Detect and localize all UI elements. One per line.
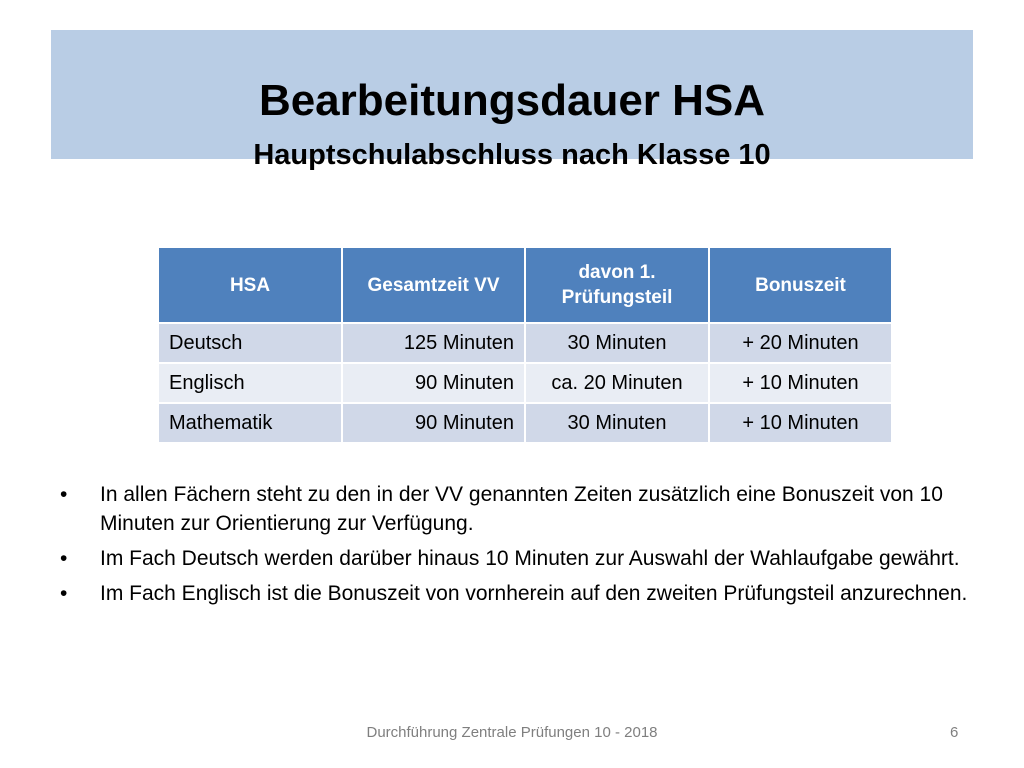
column-header-hsa: HSA	[158, 247, 342, 323]
footer-text: Durchführung Zentrale Prüfungen 10 - 2018	[366, 724, 658, 741]
column-header-gesamtzeit: Gesamtzeit VV	[342, 247, 525, 323]
bonus-time-cell: + 10 Minuten	[709, 363, 892, 403]
column-header-pruefungsteil: davon 1. Prüfungsteil	[525, 247, 709, 323]
bullet-text: In allen Fächern steht zu den in der VV genannten Zeiten zusätzlich eine Bonuszeit von 10 Minuten zur Orientierung zur Verfügung.	[100, 483, 943, 535]
table-row	[158, 363, 892, 403]
first-part-cell: ca. 20 Minuten	[525, 363, 709, 403]
subject-cell: Englisch	[158, 363, 342, 403]
table-row	[158, 403, 892, 443]
page-number: 6	[950, 724, 959, 741]
total-time-cell: 90 Minuten	[342, 363, 525, 403]
table-row	[158, 323, 892, 363]
subject-cell: Mathematik	[158, 403, 342, 443]
bullet-list	[60, 480, 970, 614]
bullet-item	[60, 480, 970, 538]
bullet-dot-icon: •	[60, 483, 68, 506]
slide-subtitle: Hauptschulabschluss nach Klasse 10	[253, 139, 771, 171]
slide-title: Bearbeitungsdauer HSA	[258, 76, 766, 125]
total-time-cell: 90 Minuten	[342, 403, 525, 443]
bonus-time-cell: + 20 Minuten	[709, 323, 892, 363]
subject-cell: Deutsch	[158, 323, 342, 363]
bonus-time-cell: + 10 Minuten	[709, 403, 892, 443]
bullet-text: Im Fach Englisch ist die Bonuszeit von vornherein auf den zweiten Prüfungsteil anzurechnen.	[100, 582, 968, 605]
bullet-text: Im Fach Deutsch werden darüber hinaus 10 Minuten zur Auswahl der Wahlaufgabe gewährt.	[100, 547, 960, 570]
bullet-dot-icon: •	[60, 547, 68, 570]
bullet-item	[60, 579, 970, 608]
total-time-cell: 125 Minuten	[342, 323, 525, 363]
title-banner	[51, 30, 973, 171]
column-header-bonuszeit: Bonuszeit	[709, 247, 892, 323]
duration-table-container	[157, 246, 891, 444]
first-part-cell: 30 Minuten	[525, 323, 709, 363]
table-header-row	[158, 247, 892, 323]
duration-table	[157, 246, 893, 444]
bullet-item	[60, 544, 970, 573]
bullet-dot-icon: •	[60, 582, 68, 605]
first-part-cell: 30 Minuten	[525, 403, 709, 443]
